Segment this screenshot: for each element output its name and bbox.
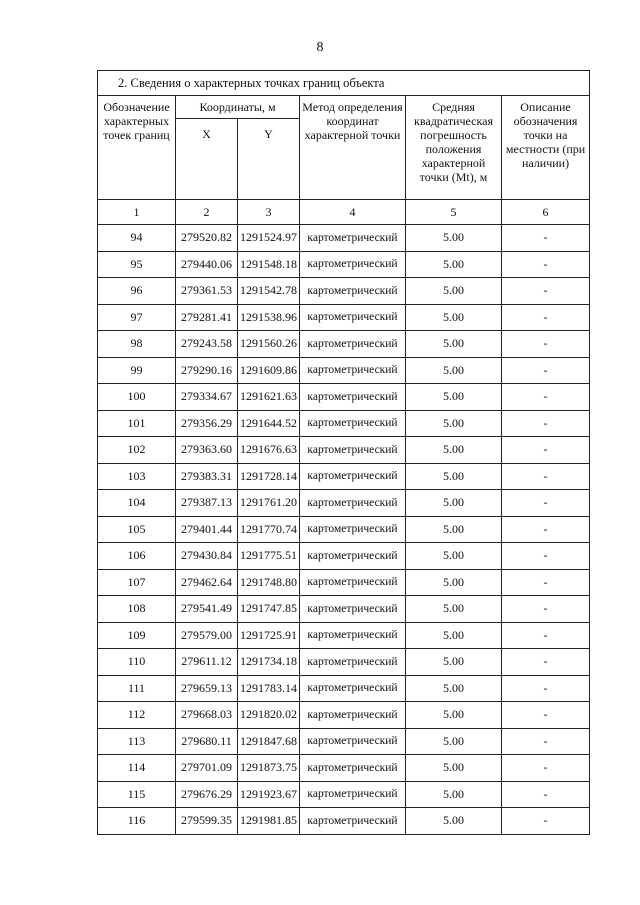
point-id-cell: 103 [98,463,176,490]
table-row [98,702,590,729]
x-coordinate-cell: 279243.58 [176,331,238,358]
point-id-cell: 101 [98,410,176,437]
table-row [98,569,590,596]
method-cell: картометрический [300,225,406,252]
x-coordinate-cell: 279356.29 [176,410,238,437]
error-cell: 5.00 [406,675,502,702]
section-title-row [98,71,590,96]
method-cell: картометрический [300,490,406,517]
y-coordinate-cell: 1291728.14 [238,463,300,490]
point-id-cell: 100 [98,384,176,411]
method-cell: картометрический [300,569,406,596]
y-coordinate-cell: 1291621.63 [238,384,300,411]
table-row [98,278,590,305]
y-coordinate-cell: 1291609.86 [238,357,300,384]
point-id-cell: 99 [98,357,176,384]
table-row [98,649,590,676]
table-row [98,410,590,437]
y-coordinate-cell: 1291524.97 [238,225,300,252]
point-id-cell: 98 [98,331,176,358]
error-cell: 5.00 [406,543,502,570]
header-designation: Обозначение характерных точек границ [98,96,176,200]
table-row [98,251,590,278]
x-coordinate-cell: 279440.06 [176,251,238,278]
description-cell: - [502,622,590,649]
y-coordinate-cell: 1291734.18 [238,649,300,676]
method-cell: картометрический [300,437,406,464]
description-cell: - [502,357,590,384]
error-cell: 5.00 [406,251,502,278]
table-row [98,384,590,411]
error-cell: 5.00 [406,728,502,755]
table-row [98,675,590,702]
method-cell: картометрический [300,278,406,305]
description-cell: - [502,304,590,331]
point-id-cell: 106 [98,543,176,570]
point-id-cell: 94 [98,225,176,252]
point-id-cell: 102 [98,437,176,464]
x-coordinate-cell: 279611.12 [176,649,238,676]
error-cell: 5.00 [406,437,502,464]
boundary-points-table [97,70,590,835]
point-id-cell: 108 [98,596,176,623]
description-cell: - [502,543,590,570]
method-cell: картометрический [300,410,406,437]
table-body [98,225,590,835]
error-cell: 5.00 [406,304,502,331]
x-coordinate-cell: 279668.03 [176,702,238,729]
error-cell: 5.00 [406,781,502,808]
table-row [98,755,590,782]
x-coordinate-cell: 279579.00 [176,622,238,649]
x-coordinate-cell: 279659.13 [176,675,238,702]
column-number: 4 [300,200,406,225]
table-row [98,225,590,252]
error-cell: 5.00 [406,331,502,358]
method-cell: картометрический [300,649,406,676]
error-cell: 5.00 [406,702,502,729]
description-cell: - [502,675,590,702]
y-coordinate-cell: 1291847.68 [238,728,300,755]
description-cell: - [502,463,590,490]
description-cell: - [502,781,590,808]
column-number: 2 [176,200,238,225]
x-coordinate-cell: 279383.31 [176,463,238,490]
method-cell: картометрический [300,251,406,278]
table-row [98,543,590,570]
description-cell: - [502,384,590,411]
x-coordinate-cell: 279599.35 [176,808,238,835]
method-cell: картометрический [300,357,406,384]
method-cell: картометрический [300,781,406,808]
error-cell: 5.00 [406,569,502,596]
error-cell: 5.00 [406,410,502,437]
error-cell: 5.00 [406,516,502,543]
point-id-cell: 107 [98,569,176,596]
column-number: 5 [406,200,502,225]
method-cell: картометрический [300,543,406,570]
method-cell: картометрический [300,463,406,490]
error-cell: 5.00 [406,755,502,782]
y-coordinate-cell: 1291676.63 [238,437,300,464]
x-coordinate-cell: 279387.13 [176,490,238,517]
method-cell: картометрический [300,808,406,835]
column-number: 1 [98,200,176,225]
method-cell: картометрический [300,596,406,623]
x-coordinate-cell: 279541.49 [176,596,238,623]
error-cell: 5.00 [406,384,502,411]
description-cell: - [502,490,590,517]
x-coordinate-cell: 279401.44 [176,516,238,543]
table-row [98,304,590,331]
method-cell: картометрический [300,728,406,755]
error-cell: 5.00 [406,463,502,490]
column-number-row [98,200,590,225]
table-row [98,622,590,649]
error-cell: 5.00 [406,490,502,517]
x-coordinate-cell: 279701.09 [176,755,238,782]
header-description: Описание обозначения точки на местности (при наличии) [502,96,590,200]
table-row [98,516,590,543]
point-id-cell: 116 [98,808,176,835]
y-coordinate-cell: 1291748.80 [238,569,300,596]
y-coordinate-cell: 1291725.91 [238,622,300,649]
y-coordinate-cell: 1291542.78 [238,278,300,305]
x-coordinate-cell: 279281.41 [176,304,238,331]
header-row-top [98,96,590,119]
description-cell: - [502,569,590,596]
description-cell: - [502,251,590,278]
x-coordinate-cell: 279363.60 [176,437,238,464]
description-cell: - [502,331,590,358]
y-coordinate-cell: 1291538.96 [238,304,300,331]
y-coordinate-cell: 1291644.52 [238,410,300,437]
point-id-cell: 111 [98,675,176,702]
description-cell: - [502,702,590,729]
error-cell: 5.00 [406,622,502,649]
description-cell: - [502,516,590,543]
x-coordinate-cell: 279680.11 [176,728,238,755]
table-row [98,490,590,517]
x-coordinate-cell: 279290.16 [176,357,238,384]
point-id-cell: 95 [98,251,176,278]
description-cell: - [502,437,590,464]
point-id-cell: 104 [98,490,176,517]
x-coordinate-cell: 279334.67 [176,384,238,411]
table-row [98,781,590,808]
description-cell: - [502,649,590,676]
y-coordinate-cell: 1291783.14 [238,675,300,702]
description-cell: - [502,596,590,623]
description-cell: - [502,225,590,252]
header-y: Y [238,119,300,200]
section-title: 2. Сведения о характерных точках границ объекта [98,71,590,96]
error-cell: 5.00 [406,225,502,252]
error-cell: 5.00 [406,596,502,623]
y-coordinate-cell: 1291747.85 [238,596,300,623]
header-method: Метод определения координат характерной точки [300,96,406,200]
column-number: 3 [238,200,300,225]
error-cell: 5.00 [406,808,502,835]
point-id-cell: 112 [98,702,176,729]
point-id-cell: 97 [98,304,176,331]
header-coordinates: Координаты, м [176,96,300,119]
page-number: 8 [316,40,324,55]
x-coordinate-cell: 279361.53 [176,278,238,305]
method-cell: картометрический [300,331,406,358]
point-id-cell: 114 [98,755,176,782]
error-cell: 5.00 [406,357,502,384]
point-id-cell: 96 [98,278,176,305]
point-id-cell: 105 [98,516,176,543]
point-id-cell: 115 [98,781,176,808]
y-coordinate-cell: 1291873.75 [238,755,300,782]
y-coordinate-cell: 1291560.26 [238,331,300,358]
y-coordinate-cell: 1291820.02 [238,702,300,729]
table-row [98,728,590,755]
x-coordinate-cell: 279676.29 [176,781,238,808]
point-id-cell: 110 [98,649,176,676]
table-row [98,463,590,490]
y-coordinate-cell: 1291981.85 [238,808,300,835]
table-row [98,357,590,384]
table-row [98,596,590,623]
x-coordinate-cell: 279462.64 [176,569,238,596]
point-id-cell: 109 [98,622,176,649]
method-cell: картометрический [300,675,406,702]
x-coordinate-cell: 279430.84 [176,543,238,570]
point-id-cell: 113 [98,728,176,755]
method-cell: картометрический [300,755,406,782]
table-row [98,808,590,835]
method-cell: картометрический [300,304,406,331]
description-cell: - [502,755,590,782]
header-error: Средняя квадратическая погрешность положения характерной точки (Mt), м [406,96,502,200]
description-cell: - [502,410,590,437]
method-cell: картометрический [300,516,406,543]
method-cell: картометрический [300,702,406,729]
method-cell: картометрический [300,384,406,411]
y-coordinate-cell: 1291923.67 [238,781,300,808]
column-number: 6 [502,200,590,225]
error-cell: 5.00 [406,278,502,305]
y-coordinate-cell: 1291761.20 [238,490,300,517]
description-cell: - [502,808,590,835]
description-cell: - [502,278,590,305]
method-cell: картометрический [300,622,406,649]
table-row [98,437,590,464]
y-coordinate-cell: 1291770.74 [238,516,300,543]
y-coordinate-cell: 1291548.18 [238,251,300,278]
table-row [98,331,590,358]
x-coordinate-cell: 279520.82 [176,225,238,252]
y-coordinate-cell: 1291775.51 [238,543,300,570]
description-cell: - [502,728,590,755]
error-cell: 5.00 [406,649,502,676]
header-x: X [176,119,238,200]
